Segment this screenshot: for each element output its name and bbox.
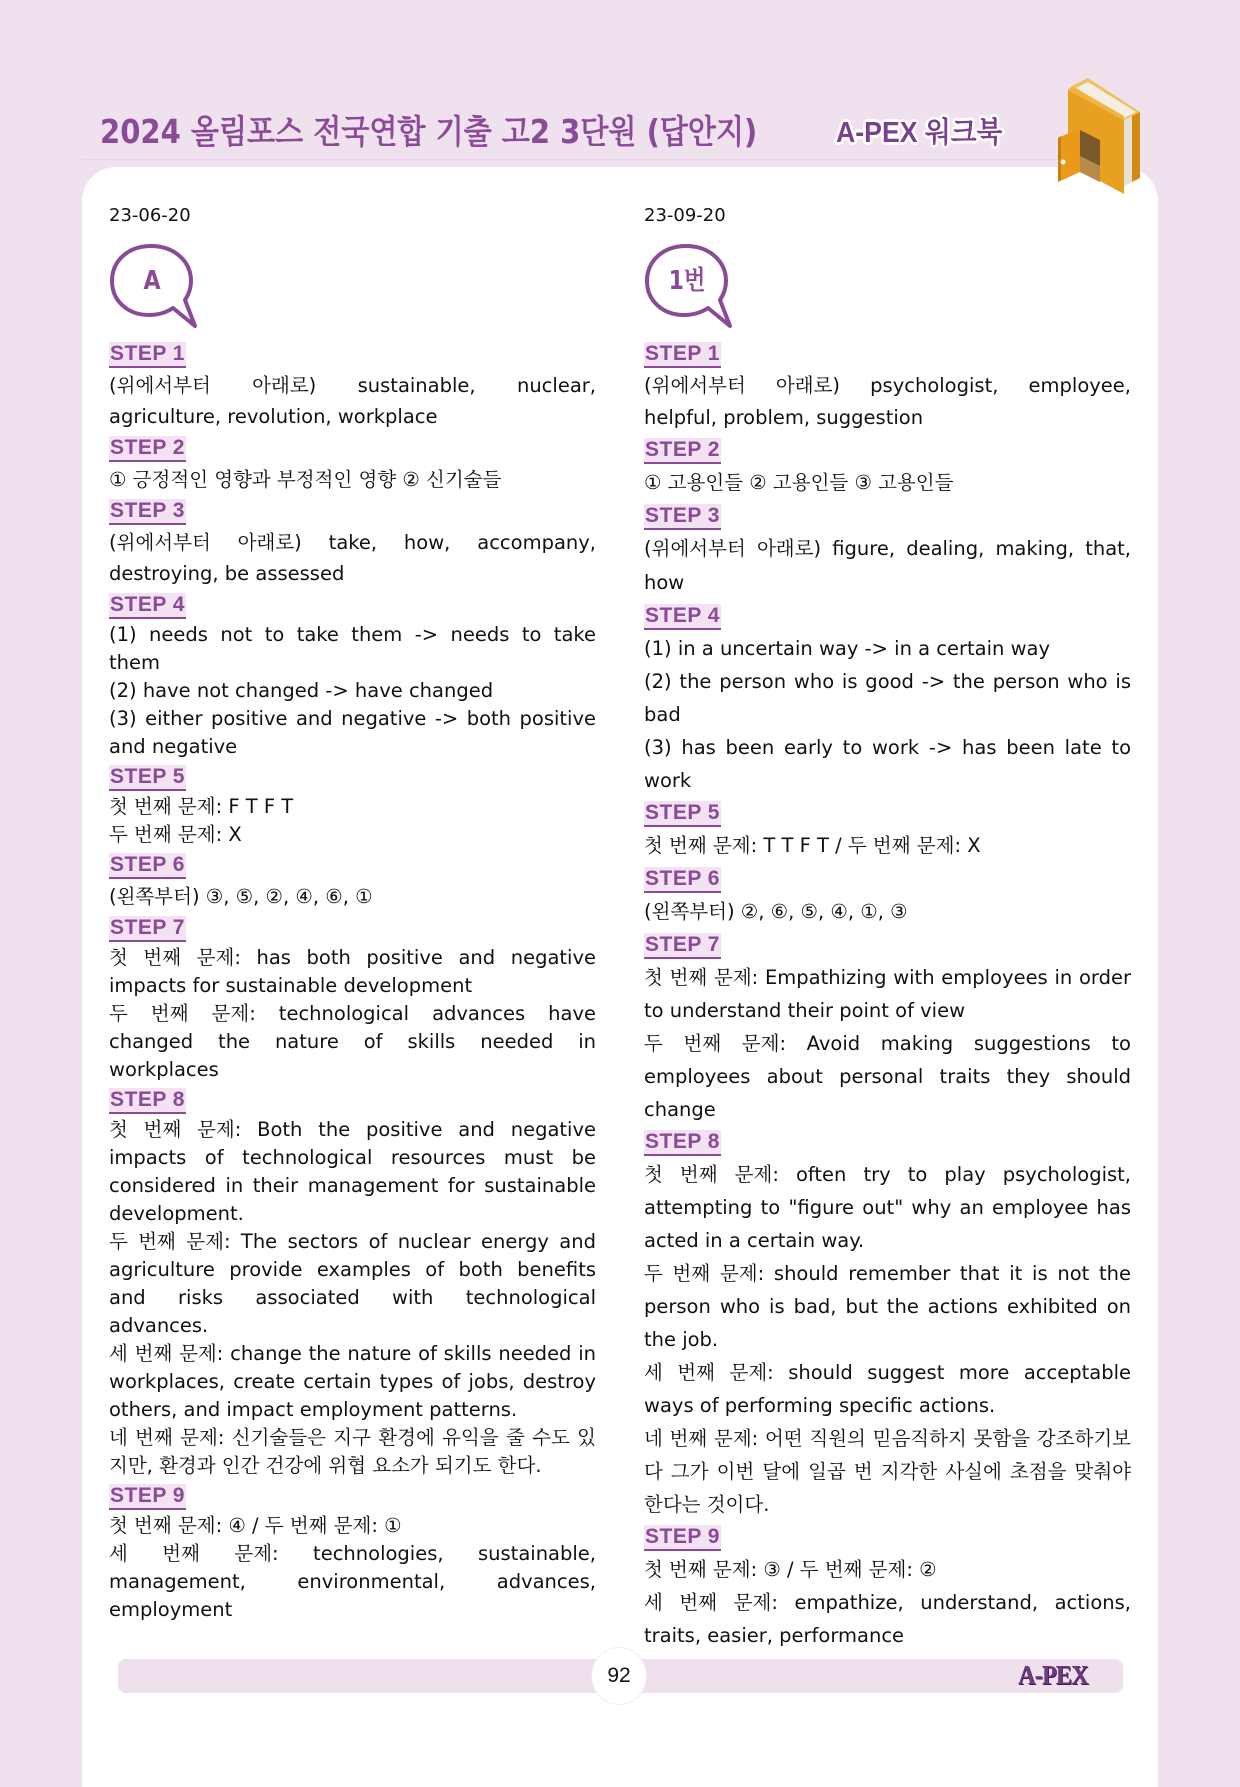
exam-date: 23-06-20 — [109, 205, 191, 226]
step-section — [109, 912, 596, 1084]
answer-line: (2) the person who is good -> the person who is bad — [644, 670, 1131, 726]
answer-line: ① 고용인들 ② 고용인들 ③ 고용인들 — [644, 471, 954, 494]
step-label: STEP 7 — [109, 916, 186, 942]
step-section — [109, 1084, 596, 1480]
step-section — [644, 863, 1131, 929]
answer-line: (2) have not changed -> have changed — [109, 679, 494, 702]
step-label: STEP 9 — [644, 1525, 721, 1551]
answer-line: 두 번째 문제: Avoid making suggestions to employees about personal traits they should change — [644, 1032, 1131, 1121]
answer-line: 두 번째 문제: The sectors of nuclear energy and agriculture provide examples of both benefits and risks associated with technological advances. — [109, 1230, 596, 1337]
step-section — [644, 600, 1131, 797]
step-section — [644, 338, 1131, 434]
step-label: STEP 8 — [109, 1088, 186, 1114]
step-label: STEP 6 — [644, 867, 721, 893]
step-label: STEP 1 — [644, 342, 721, 368]
answer-line: 두 번째 문제: technological advances have changed the nature of skills needed in workplaces — [109, 1002, 596, 1081]
answer-line: (위에서부터 아래로) sustainable, nuclear, agriculture, revolution, workplace — [109, 374, 596, 428]
step-label: STEP 4 — [109, 593, 186, 619]
answer-line: (1) needs not to take them -> needs to take them — [109, 623, 596, 674]
answer-line: 세 번째 문제: change the nature of skills needed in workplaces, create certain types of jobs, destroy others, and impact employment patterns. — [109, 1342, 596, 1421]
answer-line: 첫 번째 문제: T T F T / 두 번째 문제: X — [644, 834, 981, 857]
step-label: STEP 6 — [109, 853, 186, 879]
answer-line: 네 번째 문제: 신기술들은 지구 환경에 유익을 줄 수도 있지만, 환경과 인간 건강에 위협 요소가 되기도 한다. — [109, 1426, 596, 1477]
answer-line: (위에서부터 아래로) figure, dealing, making, that, how — [644, 537, 1131, 594]
right-column — [644, 200, 1131, 1652]
book-with-door-icon — [1052, 74, 1148, 204]
answer-line: (위에서부터 아래로) psychologist, employee, helpful, problem, suggestion — [644, 374, 1131, 429]
step-section — [644, 1126, 1131, 1521]
bubble-label: 1번 — [668, 266, 706, 296]
answer-line: 네 번째 문제: 어떤 직원의 믿음직하지 못함을 강조하기보다 그가 이번 달에 일곱 번 지각한 사실에 초점을 맞춰야 한다는 것이다. — [644, 1427, 1131, 1516]
answer-line: 세 번째 문제: should suggest more acceptable ways of performing specific actions. — [644, 1361, 1131, 1417]
title-text: 2024 올림포스 전국연합 기출 고2 3단원 (답안지) — [100, 112, 758, 151]
answer-line: 두 번째 문제: should remember that it is not the person who is bad, but the actions exhibited on the job. — [644, 1262, 1131, 1351]
answer-line: 두 번째 문제: X — [109, 823, 242, 846]
step-label: STEP 1 — [109, 342, 186, 368]
answer-line: (3) either positive and negative -> both positive and negative — [109, 707, 596, 758]
workbook-badge: A-PEX 워크북 — [836, 117, 1003, 149]
exam-date: 23-09-20 — [644, 205, 726, 226]
step-section — [109, 432, 596, 495]
step-label: STEP 2 — [109, 436, 186, 462]
step-section — [644, 1521, 1131, 1652]
answer-line: 첫 번째 문제: ③ / 두 번째 문제: ② — [644, 1558, 937, 1581]
step-section — [109, 338, 596, 432]
step-section — [109, 849, 596, 912]
step-section — [644, 797, 1131, 863]
step-label: STEP 4 — [644, 604, 721, 630]
left-column — [109, 200, 596, 1624]
step-label: STEP 5 — [644, 801, 721, 827]
answer-line: 세 번째 문제: empathize, understand, actions, traits, easier, performance — [644, 1591, 1131, 1647]
answer-line: 세 번째 문제: technologies, sustainable, management, environmental, advances, employment — [109, 1542, 596, 1621]
step-section — [644, 434, 1131, 500]
step-section — [109, 761, 596, 849]
title-divider — [82, 159, 1102, 160]
answer-line: ① 긍정적인 영향과 부정적인 영향 ② 신기술들 — [109, 468, 502, 491]
answer-line: 첫 번째 문제: Empathizing with employees in order to understand their point of view — [644, 966, 1131, 1022]
bubble-label: A — [143, 266, 161, 296]
answer-line: (왼쪽부터) ③, ⑤, ②, ④, ⑥, ① — [109, 885, 373, 908]
step-label: STEP 5 — [109, 765, 186, 791]
speech-bubble-icon — [109, 242, 199, 332]
answer-line: (3) has been early to work -> has been late to work — [644, 736, 1131, 792]
step-label: STEP 3 — [644, 504, 721, 530]
speech-bubble-icon — [644, 242, 734, 332]
step-section — [644, 929, 1131, 1126]
step-section — [109, 589, 596, 761]
step-label: STEP 7 — [644, 933, 721, 959]
answer-line: 첫 번째 문제: often try to play psychologist, attempting to "figure out" why an employee has acted in a certain way. — [644, 1163, 1131, 1252]
step-section — [109, 1480, 596, 1624]
step-label: STEP 3 — [109, 499, 186, 525]
answer-line: (1) in a uncertain way -> in a certain way — [644, 637, 1051, 660]
step-label: STEP 8 — [644, 1130, 721, 1156]
step-label: STEP 2 — [644, 438, 721, 464]
answer-line: (왼쪽부터) ②, ⑥, ⑤, ④, ①, ③ — [644, 900, 908, 923]
page-number: 92 — [592, 1648, 646, 1704]
answer-line: 첫 번째 문제: ④ / 두 번째 문제: ① — [109, 1514, 402, 1537]
answer-line: (위에서부터 아래로) take, how, accompany, destroying, be assessed — [109, 531, 596, 585]
apex-logo: A-PEX — [1018, 1660, 1088, 1690]
step-section — [109, 495, 596, 589]
answer-line: 첫 번째 문제: Both the positive and negative impacts of technological resources must be considered in their management for sustainable development. — [109, 1118, 596, 1225]
step-section — [644, 500, 1131, 600]
step-label: STEP 9 — [109, 1484, 186, 1510]
answer-line: 첫 번째 문제: F T F T — [109, 795, 294, 818]
answer-line: 첫 번째 문제: has both positive and negative impacts for sustainable development — [109, 946, 596, 997]
page-title — [100, 106, 847, 153]
